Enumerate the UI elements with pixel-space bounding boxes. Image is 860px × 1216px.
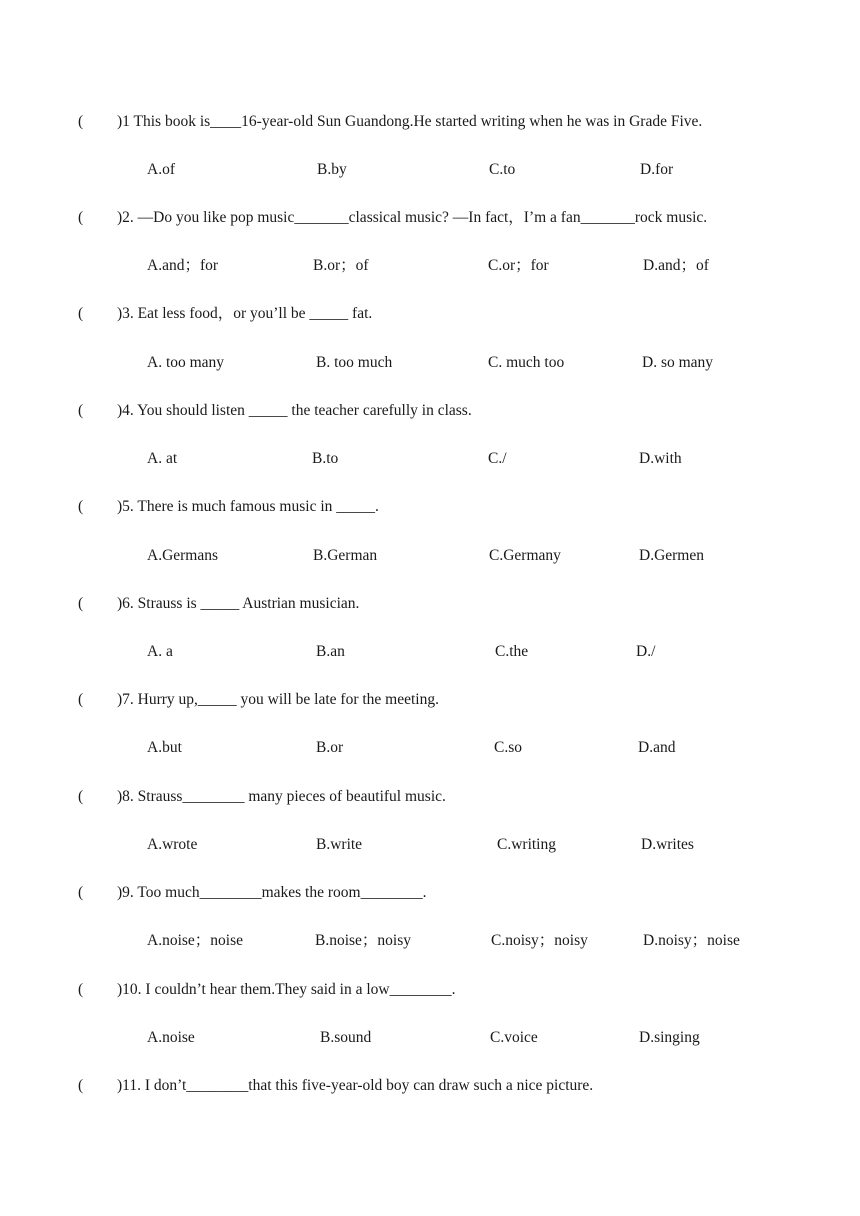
option-c: C. much too [488, 354, 565, 371]
options-7 [0, 736, 860, 760]
options-9 [0, 929, 860, 953]
option-b: B.or [316, 739, 344, 756]
option-b: B.German [313, 547, 378, 564]
question-2 [0, 206, 860, 230]
question-8 [0, 785, 860, 809]
answer-paren: ( [78, 691, 84, 708]
question-5 [0, 495, 860, 519]
option-c: C.writing [497, 836, 556, 853]
question-1 [0, 110, 860, 134]
option-c: C.Germany [489, 547, 561, 564]
option-d: D.and；of [643, 257, 709, 274]
answer-paren: ( [78, 788, 84, 805]
option-a: A.noise [147, 1029, 195, 1046]
question-stem: )10. I couldn’t hear them.They said in a low________. [117, 981, 456, 998]
option-c: C.the [495, 643, 529, 660]
option-a: A. too many [147, 354, 225, 371]
options-1 [0, 158, 860, 182]
question-10 [0, 978, 860, 1002]
answer-paren: ( [78, 884, 84, 901]
option-d: D.with [639, 450, 682, 467]
question-stem: )1 This book is____16-year-old Sun Guandong.He started writing when he was in Grade Five. [117, 113, 703, 130]
options-4 [0, 447, 860, 471]
question-4 [0, 399, 860, 423]
options-10 [0, 1026, 860, 1050]
option-c: C.so [494, 739, 522, 756]
options-5 [0, 544, 860, 568]
option-b: B.to [312, 450, 339, 467]
option-a: A. at [147, 450, 178, 467]
options-3 [0, 351, 860, 375]
question-stem: )3. Eat less food，or you’ll be _____ fat. [117, 305, 373, 322]
option-d: D.noisy；noise [643, 932, 740, 949]
answer-paren: ( [78, 981, 84, 998]
question-stem: )9. Too much________makes the room________. [117, 884, 427, 901]
option-a: A.and；for [147, 257, 219, 274]
question-stem: )4. You should listen _____ the teacher carefully in class. [117, 402, 472, 419]
options-2 [0, 254, 860, 278]
question-stem: )11. I don’t________that this five-year-old boy can draw such a nice picture. [117, 1077, 594, 1094]
option-b: B.an [316, 643, 345, 660]
answer-paren: ( [78, 113, 84, 130]
question-stem: )6. Strauss is _____ Austrian musician. [117, 595, 360, 612]
option-b: B.write [316, 836, 363, 853]
option-b: B.sound [320, 1029, 372, 1046]
answer-paren: ( [78, 402, 84, 419]
question-stem: )8. Strauss________ many pieces of beautiful music. [117, 788, 446, 805]
option-d: D. so many [642, 354, 714, 371]
question-6 [0, 592, 860, 616]
question-11 [0, 1074, 860, 1098]
option-b: B.noise；noisy [315, 932, 412, 949]
option-a: A.noise；noise [147, 932, 244, 949]
answer-paren: ( [78, 498, 84, 515]
option-a: A.Germans [147, 547, 219, 564]
option-a: A.wrote [147, 836, 198, 853]
question-7 [0, 688, 860, 712]
question-3 [0, 302, 860, 326]
question-stem: )5. There is much famous music in _____. [117, 498, 379, 515]
option-d: D.Germen [639, 547, 704, 564]
question-9 [0, 881, 860, 905]
question-stem: )7. Hurry up,_____ you will be late for the meeting. [117, 691, 439, 708]
answer-paren: ( [78, 595, 84, 612]
option-c: C.to [489, 161, 516, 178]
option-b: B. too much [316, 354, 393, 371]
option-d: D.and [638, 739, 676, 756]
option-b: B.or；of [313, 257, 369, 274]
option-c: C.or；for [488, 257, 549, 274]
answer-paren: ( [78, 1077, 84, 1094]
option-d: D./ [636, 643, 656, 660]
answer-paren: ( [78, 305, 84, 322]
option-b: B.by [317, 161, 347, 178]
option-c: C.voice [490, 1029, 538, 1046]
option-a: A.of [147, 161, 175, 178]
answer-paren: ( [78, 209, 84, 226]
option-d: D.for [640, 161, 674, 178]
options-8 [0, 833, 860, 857]
option-d: D.writes [641, 836, 694, 853]
option-c: C./ [488, 450, 507, 467]
option-c: C.noisy；noisy [491, 932, 588, 949]
options-6 [0, 640, 860, 664]
option-a: A. a [147, 643, 173, 660]
option-a: A.but [147, 739, 182, 756]
question-stem: )2. —Do you like pop music_______classical music? —In fact，I’m a fan_______rock music. [117, 209, 708, 226]
option-d: D.singing [639, 1029, 700, 1046]
